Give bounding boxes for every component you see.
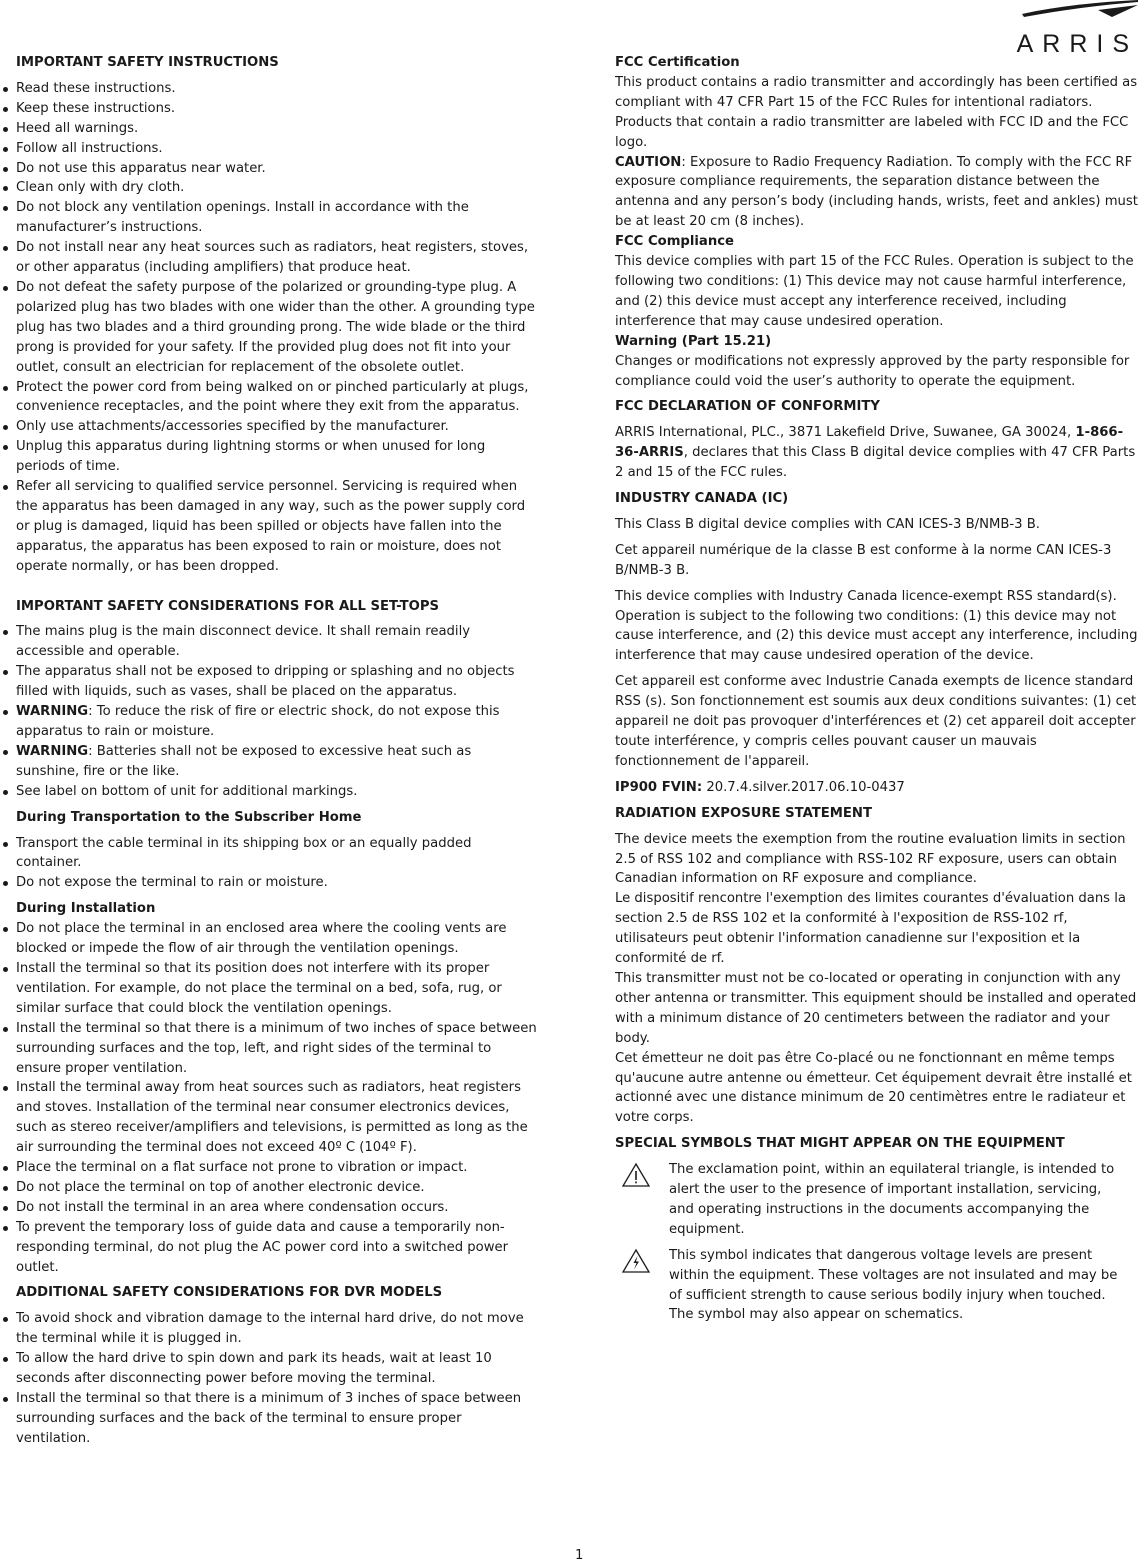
ic-paragraph: Cet appareil numérique de la classe B est conforme à la norme CAN ICES-3 B/NMB-3 B. [615, 542, 1112, 578]
exclamation-symbol-row [621, 1160, 1140, 1240]
list-item: Heed all warnings. [16, 119, 538, 139]
fcc-certification-heading: FCC Certification [615, 55, 740, 70]
list-item: Install the terminal so that there is a minimum of 3 inches of space between surrounding surfaces and the back of the terminal to ensure proper ventilation. [16, 1389, 538, 1449]
warning-1521-text: Changes or modifications not expressly approved by the party responsible for compliance could void the user’s authority to operate the equipment. [615, 353, 1130, 389]
list-item: See label on bottom of unit for additional markings. [16, 782, 538, 802]
left-column [16, 53, 538, 1455]
caution-paragraph [615, 153, 1140, 233]
declaration-text-end: , declares that this Class B digital device complies with 47 CFR Parts 2 and 15 of the FCC rules. [615, 445, 1136, 481]
dvr-heading: ADDITIONAL SAFETY CONSIDERATIONS FOR DVR MODELS [16, 1285, 443, 1301]
list-item: Read these instructions. [16, 79, 538, 99]
list-item: Do not use this apparatus near water. [16, 159, 538, 179]
installation-list [16, 919, 538, 1277]
list-item: Refer all servicing to qualified service personnel. Servicing is required when the apparatus has been damaged in any way, such as the power supply cord or plug is damaged, liquid has been spilled or objects have fallen into the apparatus, the apparatus has been exposed to rain or moisture, does not operate normally, or has been dropped. [16, 477, 538, 577]
industry-canada-heading: INDUSTRY CANADA (IC) [615, 491, 789, 507]
fcc-certification-text: This product contains a radio transmitter and accordingly has been certified as compliant with 47 CFR Part 15 of the FCC Rules for intentional radiators. Products that contain a radio transmitter are labeled with FCC ID and the FCC logo. [615, 74, 1138, 150]
lightning-triangle-icon [621, 1248, 651, 1274]
radiation-paragraph: Cet émetteur ne doit pas être Co-placé ou ne fonctionnant en même temps qu'aucune autre antenne ou émetteur. Cet équipement devrait être installé et actionné avec une distance minimum de 20 centimètres entre le radiateur et votre corps. [615, 1050, 1132, 1126]
declaration-text-start: ARRIS International, PLC., 3871 Lakefield Drive, Suwanee, GA 30024, [615, 425, 1076, 441]
list-item: Unplug this apparatus during lightning storms or when unused for long periods of time. [16, 437, 538, 477]
list-item: The mains plug is the main disconnect device. It shall remain readily accessible and operable. [16, 622, 538, 662]
fvin-value: 20.7.4.silver.2017.06.10-0437 [702, 779, 905, 795]
list-item: Do not defeat the safety purpose of the polarized or grounding-type plug. A polarized plug has two blades with one wider than the other. A grounding type plug has two blades and a third grounding prong. The wide blade or the third prong is provided for your safety. If the provided plug does not fit into your outlet, consult an electrician for replacement of the obsolete outlet. [16, 278, 538, 378]
voltage-symbol-text: This symbol indicates that dangerous voltage levels are present within the equipment. These voltages are not insulated and may be of sufficient strength to cause serious bodily injury when touched. The symbol may also appear on schematics. [669, 1247, 1118, 1323]
list-item: Install the terminal so that there is a minimum of two inches of space between surrounding surfaces and the top, left, and right sides of the terminal to ensure proper ventilation. [16, 1019, 538, 1079]
warning-label: WARNING [16, 704, 89, 720]
symbols-heading: SPECIAL SYMBOLS THAT MIGHT APPEAR ON THE EQUIPMENT [615, 1136, 1065, 1152]
ic-paragraph: This device complies with Industry Canada licence-exempt RSS standard(s). Operation is subject to the following two conditions: (1) this device may not cause interference, and (2) this device must accept any interference, including interference that may cause undesired operation of the device. [615, 588, 1138, 664]
page-number: 1 [575, 1548, 584, 1563]
safety-instructions-heading: IMPORTANT SAFETY INSTRUCTIONS [16, 55, 279, 70]
list-item: To prevent the temporary loss of guide data and cause a temporarily non-responding terminal, do not plug the AC power cord into a switched power outlet. [16, 1218, 538, 1278]
warning-text: : To reduce the risk of fire or electric shock, do not expose this apparatus to rain or moisture. [16, 704, 500, 739]
radiation-paragraph: Le dispositif rencontre l'exemption des limites courantes d'évaluation dans la section 2.5 de RSS 102 et la conformité à l'exposition de RSS-102 rf, utilisateurs peut obtenir l'information canadienne sur l'exposition et la conformité de rf. [615, 891, 1126, 967]
transport-heading: During Transportation to the Subscriber Home [16, 809, 362, 825]
radiation-paragraph: The device meets the exemption from the routine evaluation limits in section 2.5 of RSS 102 and compliance with RSS-102 RF exposure, users can obtain Canadian information on RF exposure and compliance. [615, 831, 1126, 887]
list-item: The apparatus shall not be exposed to dripping or splashing and no objects filled with liquids, such as vases, shall be placed on the apparatus. [16, 662, 538, 702]
list-item: To allow the hard drive to spin down and park its heads, wait at least 10 seconds after disconnecting power before moving the terminal. [16, 1349, 538, 1389]
declaration-heading: FCC DECLARATION OF CONFORMITY [615, 399, 880, 415]
ic-paragraph: Cet appareil est conforme avec Industrie Canada exempts de licence standard RSS (s). Son fonctionnement est soumis aux deux conditions suivantes: (1) cet appareil ne doit pas provoquer d'interférences et (2) cet appareil doit accepter toute interférence, y compris celles pouvant causer un mauvais fonctionnement de l'appareil. [615, 674, 1137, 769]
fcc-compliance-text: This device complies with part 15 of the FCC Rules. Operation is subject to the following two conditions: (1) This device may not cause harmful interference, and (2) this device must accept any interference received, including interference that may cause undesired operation. [615, 254, 1134, 329]
ic-paragraph: This Class B digital device complies with CAN ICES-3 B/NMB-3 B. [615, 516, 1040, 532]
declaration-phone: 1-866-36-ARRIS [615, 425, 1124, 461]
installation-heading: During Installation [16, 901, 156, 917]
list-item: Place the terminal on a flat surface not prone to vibration or impact. [16, 1158, 538, 1178]
list-item: Protect the power cord from being walked on or pinched particularly at plugs, convenience receptacles, and the point where they exit from the apparatus. [16, 378, 538, 418]
list-item: Follow all instructions. [16, 139, 538, 159]
list-item: Transport the cable terminal in its shipping box or an equally padded container. [16, 834, 538, 874]
warning-1521-heading: Warning (Part 15.21) [615, 333, 772, 349]
safety-instructions-list [16, 79, 538, 577]
list-item: Do not expose the terminal to rain or moisture. [16, 873, 538, 893]
list-item: Do not block any ventilation openings. Install in accordance with the manufacturer’s instructions. [16, 198, 538, 238]
fvin-line [615, 778, 1140, 798]
warning-text: : Batteries shall not be exposed to excessive heat such as sunshine, fire or the like. [16, 743, 472, 779]
declaration-text [615, 423, 1140, 483]
voltage-symbol-row [621, 1246, 1140, 1326]
fvin-label: IP900 FVIN: [615, 779, 703, 795]
warning-triangle-icon [621, 1162, 651, 1188]
list-item: To avoid shock and vibration damage to the internal hard drive, do not move the terminal while it is plugged in. [16, 1309, 538, 1349]
exclamation-symbol-text: The exclamation point, within an equilateral triangle, is intended to alert the user to the presence of important installation, servicing, and operating instructions in the documents accompanying the equipment. [669, 1162, 1115, 1237]
caution-text: : Exposure to Radio Frequency Radiation. To comply with the FCC RF exposure compliance requirements, the separation distance between the antenna and any person’s body (including hands, wrists, feet and ankles) must be at least 20 cm (8 inches). [615, 154, 1138, 230]
list-item [16, 702, 538, 742]
arris-logo [988, 0, 1138, 56]
list-item: Do not place the terminal in an enclosed area where the cooling vents are blocked or impede the flow of air through the ventilation openings. [16, 919, 538, 959]
transport-list [16, 834, 538, 894]
settop-list [16, 622, 538, 801]
dvr-list [16, 1309, 538, 1448]
list-item: Do not place the terminal on top of another electronic device. [16, 1178, 538, 1198]
caution-label: CAUTION [615, 154, 682, 170]
list-item: Install the terminal so that its position does not interfere with its proper ventilation. For example, do not place the terminal on a bed, sofa, rug, or similar surface that could block the ventilation openings. [16, 959, 538, 1019]
list-item: Do not install near any heat sources such as radiators, heat registers, stoves, or other apparatus (including amplifiers) that produce heat. [16, 238, 538, 278]
radiation-paragraph: This transmitter must not be co-located or operating in conjunction with any other antenna or transmitter. This equipment should be installed and operated with a minimum distance of 20 centimeters between the radiator and your body. [615, 970, 1137, 1046]
list-item: Do not install the terminal in an area where condensation occurs. [16, 1198, 538, 1218]
list-item: Keep these instructions. [16, 99, 538, 119]
warning-label: WARNING [16, 743, 89, 759]
list-item: Install the terminal away from heat sources such as radiators, heat registers and stoves. Installation of the terminal near consumer electronics devices, such as stereo receiver/amplifiers and televisions, is permitted as long as the air surrounding the terminal does not exceed 40º C (104º F). [16, 1078, 538, 1158]
fcc-compliance-heading: FCC Compliance [615, 234, 734, 250]
list-item: Only use attachments/accessories specified by the manufacturer. [16, 417, 538, 437]
list-item: Clean only with dry cloth. [16, 178, 538, 198]
logo-text: ARRIS [1016, 30, 1138, 56]
list-item [16, 742, 538, 782]
radiation-heading: RADIATION EXPOSURE STATEMENT [615, 805, 872, 821]
right-column [615, 53, 1140, 1331]
settop-heading: IMPORTANT SAFETY CONSIDERATIONS FOR ALL SET-TOPS [16, 598, 440, 614]
